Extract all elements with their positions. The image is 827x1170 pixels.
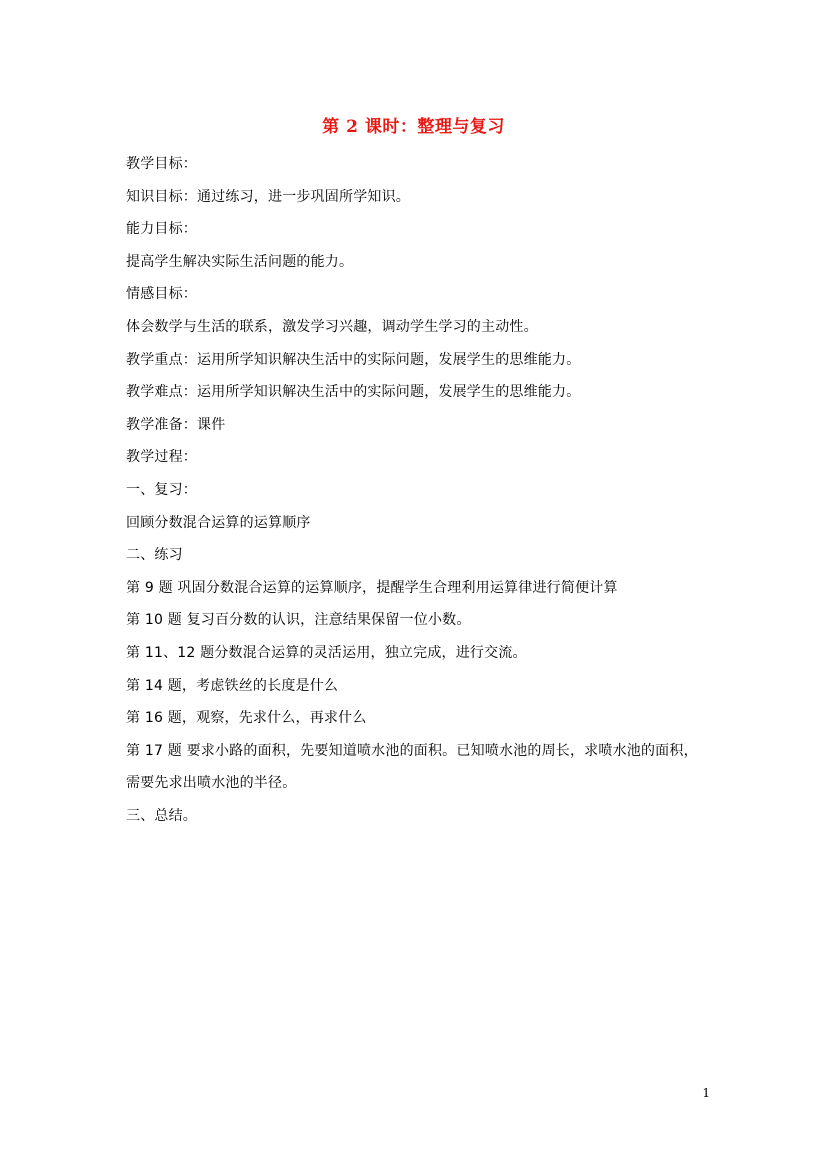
section-summary-heading: 三、总结。: [126, 807, 197, 824]
paragraph-question-14: 第 14 题，考虑铁丝的长度是什么: [126, 677, 339, 694]
section-practice-heading: 二、练习: [126, 547, 183, 564]
paragraph-teaching-goals: 教学目标：: [126, 156, 197, 172]
paragraph-question-17-continued: 需要先求出喷水池的半径。: [126, 775, 297, 792]
paragraph-question-9: 第 9 题 巩固分数混合运算的运算顺序，提醒学生合理利用运算律进行简便计算: [126, 579, 618, 596]
page-number: 1: [702, 1086, 710, 1100]
paragraph-knowledge-goal: 知识目标：通过练习，进一步巩固所学知识。: [126, 188, 410, 205]
paragraph-emotion-goal-heading: 情感目标：: [126, 286, 197, 303]
paragraph-question-16: 第 16 题，观察，先求什么，再求什么: [126, 710, 367, 727]
paragraph-ability-goal-heading: 能力目标：: [126, 221, 197, 238]
paragraph-process-heading: 教学过程：: [126, 449, 197, 466]
document-body: [126, 148, 706, 832]
page-title: 第 2 课时：整理与复习: [322, 117, 505, 137]
paragraph-question-11-12: 第 11、12 题分数混合运算的灵活运用，独立完成，进行交流。: [126, 644, 527, 661]
paragraph-emotion-goal: 体会数学与生活的联系，激发学习兴趣，调动学生学习的主动性。: [126, 318, 538, 335]
paragraph-question-10: 第 10 题 复习百分数的认识，注意结果保留一位小数。: [126, 612, 471, 629]
paragraph-question-17: 第 17 题 要求小路的面积，先要知道喷水池的面积。已知喷水池的周长，求喷水池的面积，: [126, 742, 698, 759]
paragraph-review: 回顾分数混合运算的运算顺序: [126, 514, 311, 531]
paragraph-key-point: 教学重点：运用所学知识解决生活中的实际问题，发展学生的思维能力。: [126, 351, 581, 368]
section-review-heading: 一、复习：: [126, 481, 197, 498]
paragraph-difficult-point: 教学难点：运用所学知识解决生活中的实际问题，发展学生的思维能力。: [126, 384, 581, 401]
paragraph-ability-goal: 提高学生解决实际生活问题的能力。: [126, 253, 354, 270]
paragraph-preparation: 教学准备：课件: [126, 416, 226, 433]
